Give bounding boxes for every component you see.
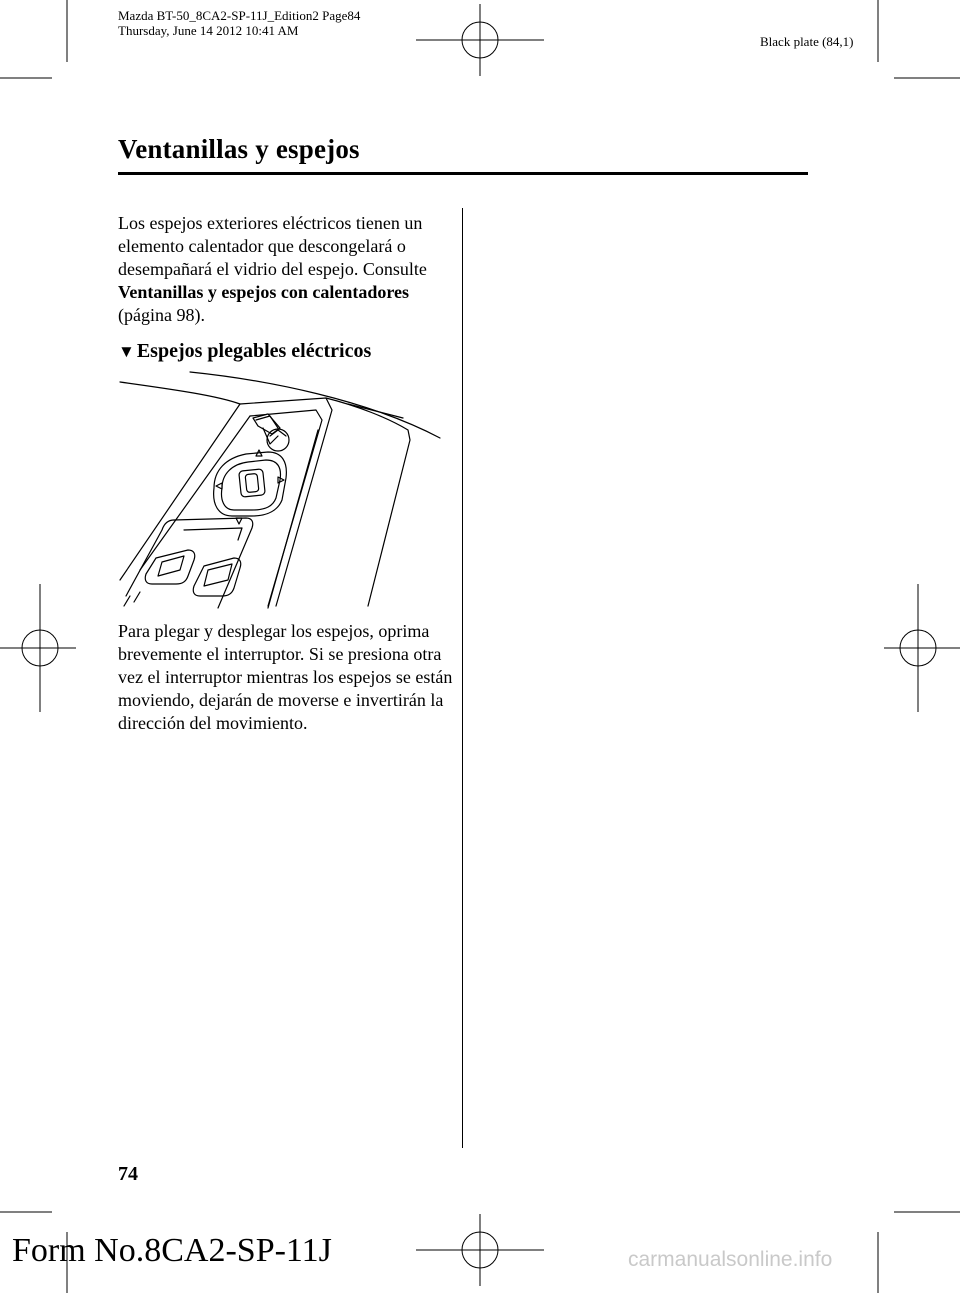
watermark: carmanualsonline.info [628, 1248, 833, 1271]
intro-paragraph [118, 212, 458, 327]
print-meta-line1: Mazda BT-50_8CA2-SP-11J_Edition2 Page84 [118, 8, 361, 23]
cross-reference-link[interactable]: Ventanillas y espejos con calentadores [118, 282, 410, 302]
form-number: Form No.8CA2-SP-11J [12, 1232, 332, 1269]
registration-mark-left [0, 584, 76, 712]
print-meta [118, 8, 360, 38]
instruction-paragraph: Para plegar y desplegar los espejos, oprima brevemente el interruptor. Si se presiona otra vez el interruptor mientras los espejos se están moviendo, dejarán de moverse e invertirán la dirección del movimiento. [118, 621, 453, 733]
page-number: 74 [118, 1163, 138, 1185]
subheading-text: Espejos plegables eléctricos [136, 340, 372, 362]
print-meta-line2: Thursday, June 14 2012 10:41 AM [118, 23, 299, 38]
subheading [118, 340, 371, 363]
section-title: Ventanillas y espejos [118, 134, 360, 164]
column-divider [462, 208, 463, 1148]
registration-mark-right [884, 584, 960, 712]
plate-label: Black plate (84,1) [760, 34, 854, 49]
intro-page-ref: (página 98). [118, 305, 205, 325]
registration-mark-bottom [416, 1214, 544, 1286]
intro-text: Los espejos exteriores eléctricos tienen un elemento calentador que descongelará o desempañará el vidrio del espejo. Consulte [118, 213, 427, 279]
triangle-marker-icon: ▼ [118, 342, 135, 361]
registration-mark-top [416, 4, 544, 76]
mirror-switch-illustration [118, 370, 448, 610]
title-rule [118, 172, 808, 175]
